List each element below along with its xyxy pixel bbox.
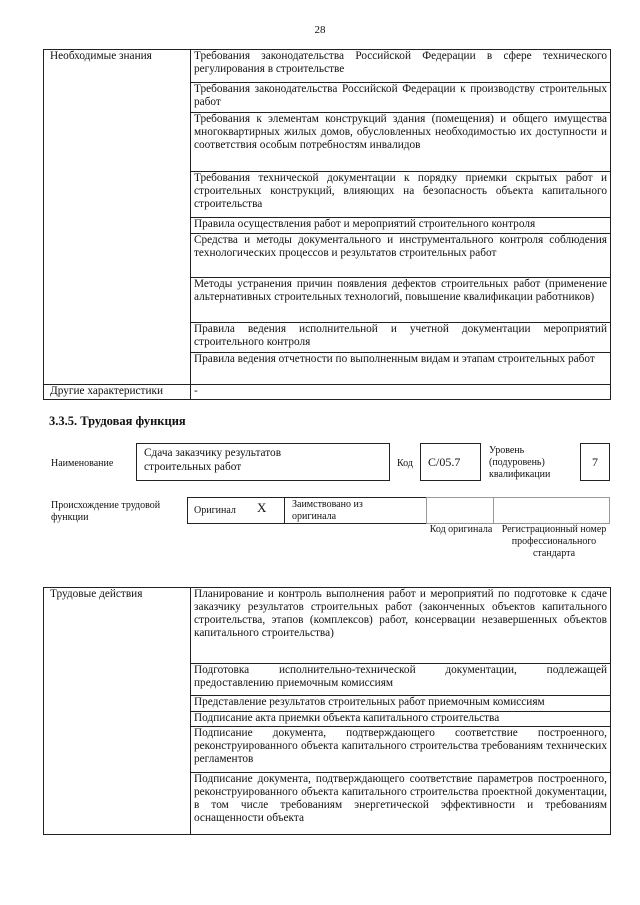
origin-code-box [426, 497, 494, 524]
code-value: C/05.7 [428, 455, 461, 469]
action-item: Представление результатов строительных работ приемочным комиссиям [191, 696, 611, 712]
page-number: 28 [314, 24, 326, 36]
section-heading: 3.3.5. Трудовая функция [49, 414, 186, 428]
name-value: Сдача заказчику результатов строительных работ [144, 447, 282, 473]
origin-label: Происхождение трудовой функции [51, 500, 161, 523]
knowledge-item: Методы устранения причин появления дефектов строительных работ (применение альтернативных строительных технологий, повышение квалификации работников) [191, 278, 611, 323]
original-mark: X [257, 500, 267, 515]
level-value: 7 [592, 455, 598, 469]
origin-reg-caption: Регистрационный номер профессионального стандарта [501, 524, 607, 559]
other-characteristics-label: Другие характеристики [44, 385, 191, 400]
knowledge-table [43, 49, 611, 400]
knowledge-item: Средства и методы документального и инструментального контроля соблюдения технологических процессов и результатов строительных работ [191, 234, 611, 278]
borrowed-label: Заимствовано из оригинала [292, 499, 363, 522]
actions-label: Трудовые действия [44, 588, 191, 835]
knowledge-label: Необходимые знания [44, 50, 191, 385]
original-label: Оригинал [194, 505, 236, 516]
action-item: Планирование и контроль выполнения работ и мероприятий по подготовке к сдаче заказчику результатов строительных работ (законченных объектов капитального строительства, этапов (комплексов) работ, консервации незавершенных объектов капитального строительства) [191, 588, 611, 664]
name-label: Наименование [51, 458, 114, 469]
action-item: Подписание документа, подтверждающего соответствие построенного, реконструированного объекта капитального строительства требованиям технических регламентов [191, 727, 611, 773]
origin-code-caption: Код оригинала [429, 524, 493, 535]
action-item: Подписание документа, подтверждающего соответствие параметров построенного, реконструированного объекта капитального строительства проектной документации, в том числе требованиям энергетической эффективности и требованиям оснащенности объекта [191, 773, 611, 835]
knowledge-item: Требования к элементам конструкций здания (помещения) и общего имущества многоквартирных жилых домов, обусловленных необходимостью их доступности и соответствия особым потребностям инвалидов [191, 113, 611, 172]
origin-reg-box [493, 497, 610, 524]
knowledge-item: Правила ведения исполнительной и учетной документации мероприятий строительного контроля [191, 323, 611, 353]
knowledge-item: Требования законодательства Российской Федерации в сфере технического регулирования в строительстве [191, 50, 611, 83]
actions-table [43, 587, 611, 835]
knowledge-item: Правила осуществления работ и мероприятий строительного контроля [191, 218, 611, 234]
action-item: Подписание акта приемки объекта капитального строительства [191, 712, 611, 727]
level-label: Уровень (подуровень) квалификации [489, 445, 551, 480]
other-characteristics-value: - [191, 385, 611, 400]
code-label: Код [397, 458, 413, 469]
knowledge-item: Требования законодательства Российской Федерации к производству строительных работ [191, 83, 611, 113]
knowledge-item: Правила ведения отчетности по выполненным видам и этапам строительных работ [191, 353, 611, 385]
knowledge-item: Требования технической документации к порядку приемки скрытых работ и строительных конструкций, влияющих на безопасность объекта капитального строительства [191, 172, 611, 218]
action-item: Подготовка исполнительно-технической документации, подлежащей предоставлению приемочным комиссиям [191, 664, 611, 696]
